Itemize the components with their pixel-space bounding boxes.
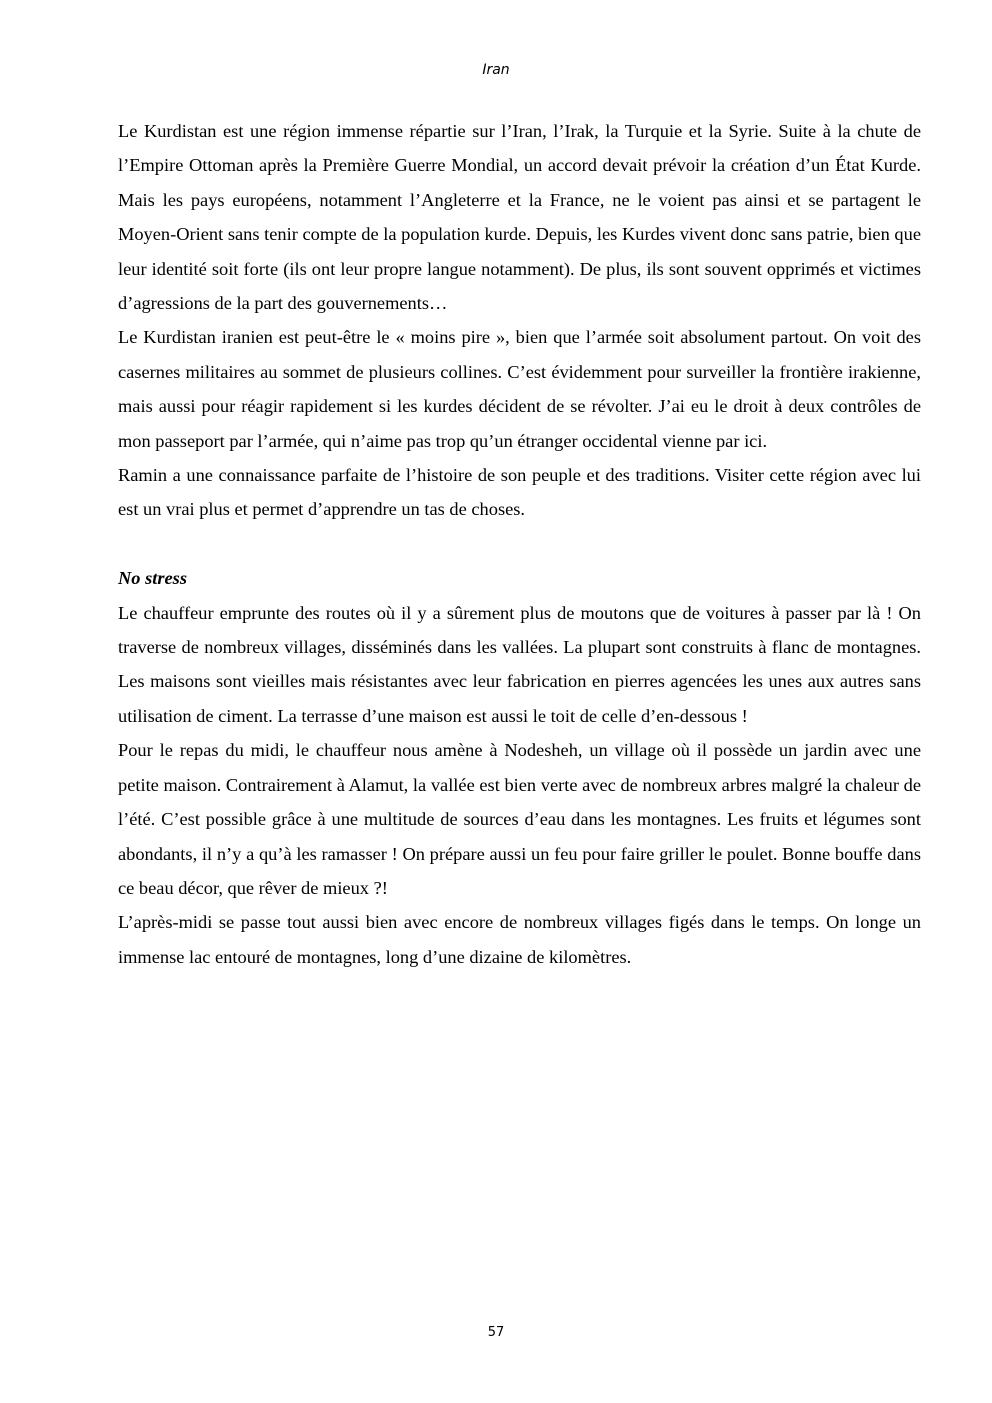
paragraph-apres-midi: L’après-midi se passe tout aussi bien avec encore de nombreux villages figés dans le temps. On longe un immense lac entouré de montagnes, long d’une dizaine de kilomètres. bbox=[118, 912, 921, 967]
paragraph-spacer bbox=[118, 527, 921, 561]
paragraph-kurdistan-iranien: Le Kurdistan iranien est peut-être le « moins pire », bien que l’armée soit absolument partout. On voit des casernes militaires au sommet de plusieurs collines. C’est évidemment pour surveiller la frontière irakienne, mais aussi pour réagir rapidement si les kurdes décident de se révolter. J’ai eu le droit à deux contrôles de mon passeport par l’armée, qui n’aime pas trop qu’un étranger occidental vienne par ici. bbox=[118, 327, 921, 451]
section-heading: No stress bbox=[118, 568, 187, 589]
paragraph-repas: Pour le repas du midi, le chauffeur nous amène à Nodesheh, un village où il possède un jardin avec une petite maison. Contrairement à Alamut, la vallée est bien verte avec de nombreux arbres malgré la chaleur de l’été. C’est possible grâce à une multitude de sources d’eau dans les montagnes. Les fruits et légumes sont abondants, il n’y a qu’à les ramasser ! On prépare aussi un feu pour faire griller le poulet. Bonne bouffe dans ce beau décor, que rêver de mieux ?! bbox=[118, 740, 921, 898]
paragraph-ramin: Ramin a une connaissance parfaite de l’histoire de son peuple et des traditions. Visiter cette région avec lui est un vrai plus et permet d’apprendre un tas de choses. bbox=[118, 465, 921, 520]
page-body bbox=[118, 114, 921, 974]
page-number: 57 bbox=[487, 1325, 505, 1340]
running-header: Iran bbox=[482, 62, 510, 78]
paragraph-kurdistan-intro: Le Kurdistan est une région immense répartie sur l’Iran, l’Irak, la Turquie et la Syrie. Suite à la chute de l’Empire Ottoman après la Première Guerre Mondial, un accord devait prévoir la création d’un État Kurde. Mais les pays européens, notamment l’Angleterre et la France, ne le voient pas ainsi et se partagent le Moyen-Orient sans tenir compte de la population kurde. Depuis, les Kurdes vivent donc sans patrie, bien que leur identité soit forte (ils ont leur propre langue notamment). De plus, ils sont souvent opprimés et victimes d’agressions de la part des gouvernements… bbox=[118, 121, 921, 314]
paragraph-routes: Le chauffeur emprunte des routes où il y a sûrement plus de moutons que de voitures à passer par là ! On traverse de nombreux villages, disséminés dans les vallées. La plupart sont construits à flanc de montagnes. Les maisons sont vieilles mais résistantes avec leur fabrication en pierres agencées les unes aux autres sans utilisation de ciment. La terrasse d’une maison est aussi le toit de celle d’en-dessous ! bbox=[118, 602, 921, 726]
